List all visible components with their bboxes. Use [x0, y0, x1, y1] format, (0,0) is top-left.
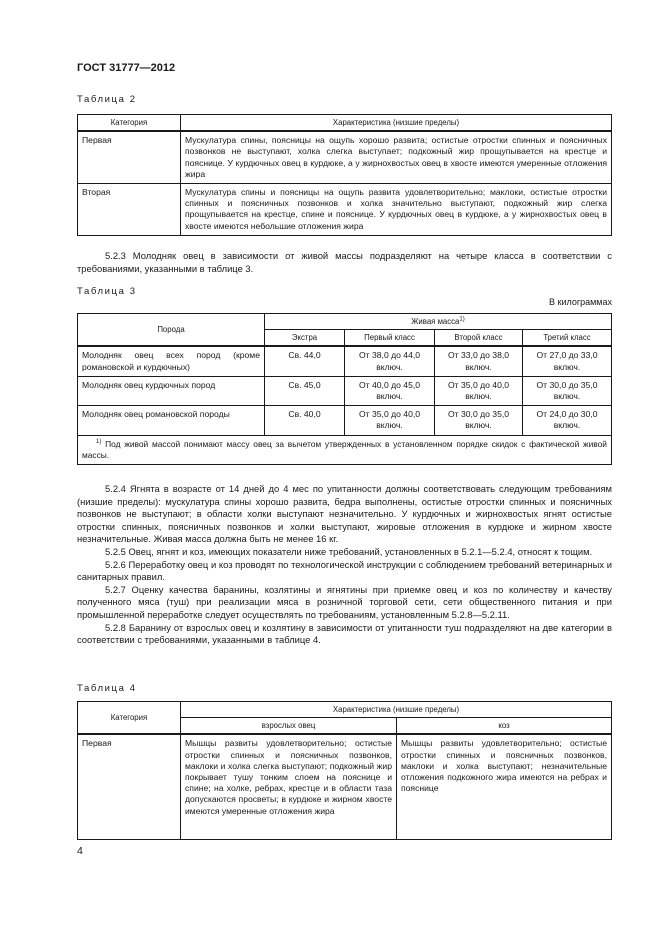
table4-cell-category: Первая — [78, 734, 181, 840]
table3-header-breed: Порода — [78, 314, 265, 347]
paragraph-5-2-7: 5.2.7 Оценку качества баранины, козлятины и ягнятины при приемке овец и коз по количеству и качеству полученного мяса (туш) при реализации мяса в розничной торговой сети, сети общественного питания и при промышленной переработке следует осуществлять по требованиям, установленным 5.2.8—5.2.11. — [77, 583, 612, 620]
paragraph-5-2-8: 5.2.8 Баранину от взрослых овец и козлятину в зависимости от упитанности туш подразделяют на две категории в соответствии с требованиями, указанными в таблице 4. — [77, 621, 612, 646]
table3-unit: В килограммах — [549, 297, 612, 307]
body-paragraphs — [77, 483, 612, 647]
table3-cell-value: От 27,0 до 33,0 включ. — [523, 346, 612, 376]
table3-header-weight: Живая масса$^{1)}$ — [265, 314, 612, 330]
paragraph-5-2-4: 5.2.4 Ягнята в возрасте от 14 дней до 4 мес по упитанности должны соответствовать следующим требованиям (низшие пределы): мускулатура спины хорошо развита, бедра выполнены, остистые отростки спинных и поясничных позвонков не выступают; в области холки выступают незначительно. У курдючных и жирнохвостых ягнят остистые отростки спинных, поясничных позвонков и холки выступают, жировые отложения в курдюке и жирном хвосте незначительные. Живая масса должна быть не менее 16 кг. — [77, 483, 612, 545]
table-row — [78, 734, 612, 840]
table2-cell-category: Первая — [78, 131, 181, 183]
table-row — [78, 406, 612, 435]
table2-caption: Таблица 2 — [77, 94, 137, 105]
table-row — [78, 376, 612, 405]
table-row — [78, 346, 612, 376]
document-header: ГОСТ 31777—2012 — [77, 62, 176, 74]
table3-header-class: Первый класс — [345, 330, 435, 347]
paragraph-5-2-5: 5.2.5 Овец, ягнят и коз, имеющих показатели ниже требований, установленных в 5.2.1—5.2.4, относят к тощим. — [105, 545, 593, 557]
table3-cell-value: Св. 44,0 — [265, 346, 345, 376]
table3-header-class: Экстра — [265, 330, 345, 347]
table3-cell-value: От 35,0 до 40,0 включ. — [435, 376, 523, 405]
table3-cell-value: От 30,0 до 35,0 включ. — [523, 376, 612, 405]
page-number: 4 — [77, 845, 83, 857]
table4-header-goat: коз — [397, 718, 612, 735]
table2-header-category: Категория — [78, 115, 181, 132]
table3-cell-value: От 24,0 до 30,0 включ. — [523, 406, 612, 435]
table4-header-sheep: взрослых овец — [181, 718, 397, 735]
table3 — [77, 313, 612, 465]
table3-cell-breed: Молодняк овец курдючных пород — [78, 376, 265, 405]
table4-cell-sheep: Мышцы развиты удовлетворительно; остистые отростки спинных и поясничных позвонков, маклоки и холка слегка выступают; подкожный жир покрывает тушу тонким слоем на пояснице и спине; на холке, ребрах, крестце и в области таза допускаются просветы; в курдюке и жирном хвосте имеются умеренные отложения жира — [181, 734, 397, 840]
table3-cell-value: От 38,0 до 44,0 включ. — [345, 346, 435, 376]
paragraph-5-2-6: 5.2.6 Переработку овец и коз проводят по технологической инструкции с соблюдением требований ветеринарных и санитарных правил. — [77, 558, 612, 583]
table3-cell-breed: Молодняк овец всех пород (кроме романовской и курдючных) — [78, 346, 265, 376]
table3-cell-breed: Молодняк овец романовской породы — [78, 406, 265, 435]
table3-cell-value: Св. 45,0 — [265, 376, 345, 405]
table2-cell-text: Мускулатура спины и поясницы на ощупь развита удовлетворительно; маклоки, остистые отростки спинных и поясничных позвонков и холка значительно выступают, подкожный жир слегка прощупывается на крестце, спине и пояснице. У курдючных овец в курдюке, а у жирнохвостых овец в хвосте имеются небольшие отложения жира — [181, 184, 612, 236]
table3-header-class: Третий класс — [523, 330, 612, 347]
table-row — [78, 131, 612, 183]
table4-caption: Таблица 4 — [77, 683, 137, 694]
table3-cell-value: От 35,0 до 40,0 включ. — [345, 406, 435, 435]
table2-cell-category: Вторая — [78, 184, 181, 236]
table2-header-characteristic: Характеристика (низшие пределы) — [181, 115, 612, 132]
table3-cell-value: От 30,0 до 35,0 включ. — [435, 406, 523, 435]
table4-header-category: Категория — [78, 702, 181, 735]
table3-caption: Таблица 3 — [77, 286, 137, 297]
table4 — [77, 701, 612, 840]
table-row — [78, 184, 612, 236]
table2-cell-text: Мускулатура спины, поясницы на ощупь хорошо развита; остистые отростки спинных и поясничных позвонков не выступают, холка слегка выступает; подкожный жир прощупывается на крестце и пояснице. У курдючных овец в курдюке, а у жирнохвостых овец в хвосте имеются умеренные отложения жира — [181, 131, 612, 183]
table3-cell-value: От 33,0 до 38,0 включ. — [435, 346, 523, 376]
table3-footnote: $^{1)}$ Под живой массой понимают массу овец за вычетом утвержденных в установленном порядке скидок с фактической живой массы. — [78, 435, 612, 464]
table3-cell-value: От 40,0 до 45,0 включ. — [345, 376, 435, 405]
table4-cell-goat: Мышцы развиты удовлетворительно; остистые отростки спинных и поясничных позвонков, маклоки и холка выступают; незначительные отложения подкожного жира имеются на ребрах и пояснице — [397, 734, 612, 840]
table2 — [77, 114, 612, 236]
table4-header-characteristic: Характеристика (низшие пределы) — [181, 702, 612, 718]
table3-header-class: Второй класс — [435, 330, 523, 347]
table3-cell-value: Св. 40,0 — [265, 406, 345, 435]
paragraph-5-2-3: 5.2.3 Молодняк овец в зависимости от живой массы подразделяют на четыре класса в соответствии с требованиями, указанными в таблице 3. — [77, 250, 612, 274]
